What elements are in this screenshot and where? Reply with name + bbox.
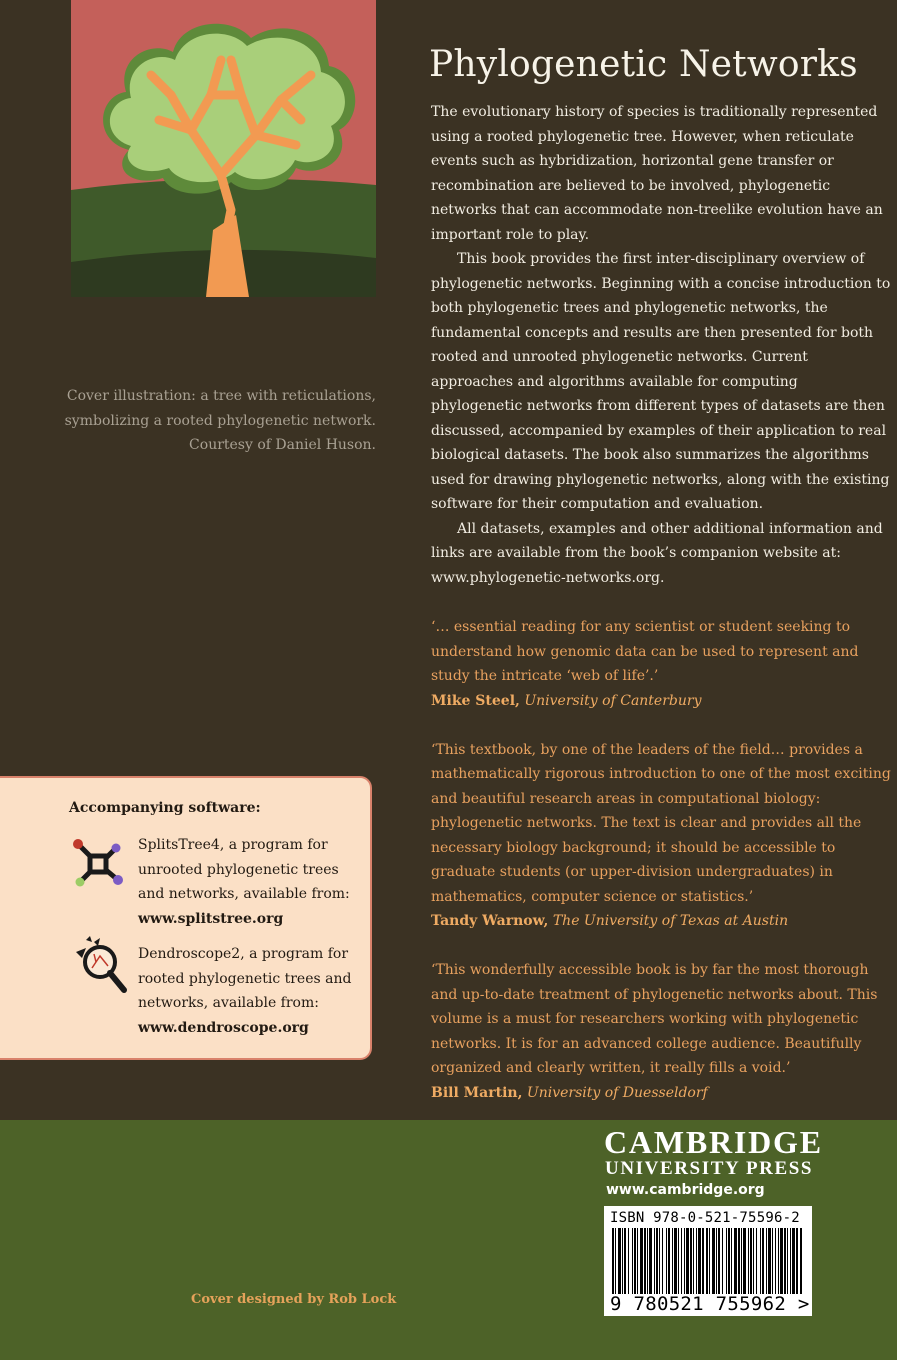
barcode-bar xyxy=(738,1228,740,1294)
barcode-bar xyxy=(750,1228,752,1294)
barcode-bar xyxy=(760,1228,761,1294)
quote-attribution xyxy=(431,1081,893,1106)
software-desc-line: rooted phylogenetic trees and xyxy=(138,970,352,987)
cover-illustration xyxy=(71,0,376,297)
barcode-bar xyxy=(787,1228,788,1294)
caption-line: Courtesy of Daniel Huson. xyxy=(189,437,376,453)
barcode-bar xyxy=(768,1228,771,1294)
barcode-bar xyxy=(800,1228,802,1294)
barcode-bar xyxy=(693,1228,694,1294)
barcode-bar xyxy=(684,1228,685,1294)
barcode-bar xyxy=(681,1228,682,1294)
software-item-dendroscope xyxy=(138,942,360,1040)
tree-illustration xyxy=(71,0,376,297)
barcode-bar xyxy=(654,1228,655,1294)
barcode-bar xyxy=(772,1228,773,1294)
dendroscope-icon xyxy=(72,936,130,996)
barcode-bar xyxy=(712,1228,715,1294)
cover-designer-credit: Cover designed by Rob Lock xyxy=(191,1292,397,1307)
software-desc-line: SplitsTree4, a program for xyxy=(138,837,328,853)
endorsements xyxy=(431,615,893,1130)
publisher-name: CAMBRIDGE xyxy=(604,1124,823,1160)
book-description xyxy=(431,100,893,590)
barcode-bar xyxy=(775,1228,776,1294)
caption-line: symbolizing a rooted phylogenetic network. xyxy=(64,412,376,429)
barcode-bars xyxy=(610,1228,806,1296)
software-desc-line: Dendroscope2, a program for xyxy=(138,946,349,962)
publisher-url[interactable]: www.cambridge.org xyxy=(606,1182,765,1198)
barcode-bar xyxy=(734,1228,737,1294)
quote-text: ‘This textbook, by one of the leaders of the field… provides a mathematically rigorous introduction to one of the most exciting and beautiful research areas in computational biology: phylogenetic networks. The text is clear and provides all the necessary biology background; it should be accessible to graduate students (or upper-division undergraduates) in mathematics, computer science or statistics.’ xyxy=(431,741,891,905)
barcode-bar xyxy=(766,1228,767,1294)
barcode-bar xyxy=(632,1228,633,1294)
barcode-bar xyxy=(618,1228,621,1294)
barcode-bar xyxy=(634,1228,636,1294)
barcode-bar xyxy=(743,1228,746,1294)
barcode-bar xyxy=(690,1228,692,1294)
barcode-bar xyxy=(674,1228,677,1294)
barcode-bar xyxy=(722,1228,723,1294)
publisher-logo xyxy=(604,1126,823,1198)
barcode-bar xyxy=(756,1228,757,1294)
barcode-bar xyxy=(726,1228,727,1294)
isbn-number: ISBN 978-0-521-75596-2 xyxy=(610,1210,800,1226)
barcode-bar xyxy=(640,1228,643,1294)
barcode-bar xyxy=(731,1228,732,1294)
quote-author: Mike Steel, xyxy=(431,692,520,709)
splitstree-link[interactable]: www.splitstree.org xyxy=(138,910,284,927)
barcode-bar xyxy=(628,1228,629,1294)
barcode-bar xyxy=(637,1228,638,1294)
barcode-bar xyxy=(649,1228,652,1294)
barcode-bar xyxy=(659,1228,660,1294)
barcode-bar xyxy=(741,1228,742,1294)
quote-text: ‘… essential reading for any scientist or student seeking to understand how genomic data can be used to represent and study the intricate ‘web of life’.’ xyxy=(431,619,859,684)
barcode-bar xyxy=(672,1228,673,1294)
barcode-bar xyxy=(678,1228,679,1294)
splitstree-icon xyxy=(70,836,128,892)
quote-attribution xyxy=(431,909,893,934)
dendroscope-link[interactable]: www.dendroscope.org xyxy=(138,1019,309,1036)
barcode-bar xyxy=(784,1228,786,1294)
barcode-bar xyxy=(702,1228,704,1294)
endorsement xyxy=(431,738,893,934)
barcode-bar xyxy=(662,1228,663,1294)
endorsement xyxy=(431,958,893,1105)
software-desc-line: and networks, available from: xyxy=(138,886,350,902)
software-desc-line: networks, available from: xyxy=(138,995,319,1011)
software-title: Accompanying software: xyxy=(69,800,261,816)
barcode-bar xyxy=(696,1228,697,1294)
description-paragraph: The evolutionary history of species is traditionally represented using a rooted phylogenetic tree. However, when reticulate events such as hybridization, horizontal gene transfer or recombination are believed to be involved, phylogenetic networks that can accommodate non-treelike evolution have an important role to play. xyxy=(431,104,883,243)
barcode-bar xyxy=(728,1228,730,1294)
barcode-bar xyxy=(778,1228,779,1294)
cover-caption xyxy=(60,384,376,458)
barcode-bar xyxy=(668,1228,670,1294)
caption-line: Cover illustration: a tree with reticulations, xyxy=(66,388,376,404)
barcode-bar xyxy=(647,1228,648,1294)
barcode-bar xyxy=(644,1228,646,1294)
barcode-bar xyxy=(753,1228,754,1294)
quote-text: ‘This wonderfully accessible book is by far the most thorough and up-to-date treatment of phylogenetic networks about. This volume is a must for researchers working with phylogenetic networks. It is for an advanced college audience. Beautifully organized and clearly written, it really fills a void.’ xyxy=(431,962,878,1076)
endorsement xyxy=(431,615,893,713)
barcode-bar xyxy=(698,1228,701,1294)
barcode-bar xyxy=(622,1228,623,1294)
barcode-bar xyxy=(792,1228,795,1294)
barcode-bar xyxy=(790,1228,791,1294)
barcode-bar xyxy=(716,1228,717,1294)
software-panel xyxy=(0,776,372,1060)
quote-affiliation: The University of Texas at Austin xyxy=(552,913,789,929)
description-paragraph: This book provides the first inter-disciplinary overview of phylogenetic networks. Beginning with a concise introduction to both phylogenetic trees and phylogenetic networks, the fundamental concepts and results are then presented for both rooted and unrooted phylogenetic networks. Current approaches and algorithms available for computing phylogenetic networks from different types of datasets are then discussed, accompanied by examples of their application to real biological datasets. The book also summarizes the algorithms used for drawing phylogenetic networks, along with the existing software for their computation and evaluation. xyxy=(431,251,891,512)
barcode-bar xyxy=(706,1228,708,1294)
barcode-bar xyxy=(709,1228,710,1294)
quote-author: Bill Martin, xyxy=(431,1084,523,1101)
quote-attribution xyxy=(431,689,893,714)
barcode-bar xyxy=(615,1228,616,1294)
book-title: Phylogenetic Networks xyxy=(429,44,858,85)
quote-affiliation: University of Duesseldorf xyxy=(526,1084,708,1101)
barcode-bar xyxy=(612,1228,614,1294)
barcode-bar xyxy=(796,1228,798,1294)
quote-author: Tandy Warnow, xyxy=(431,913,549,929)
barcode-bar xyxy=(666,1228,667,1294)
isbn-barcode xyxy=(604,1206,812,1316)
barcode-bar xyxy=(762,1228,764,1294)
barcode-bar xyxy=(718,1228,720,1294)
barcode-bar xyxy=(686,1228,689,1294)
software-item-splitstree xyxy=(138,833,360,931)
publisher-subtitle: UNIVERSITY PRESS xyxy=(605,1158,814,1179)
description-paragraph: All datasets, examples and other additional information and links are available from the book’s companion website at: www.phylogenetic-networks.org. xyxy=(431,520,883,586)
barcode-bar xyxy=(624,1228,626,1294)
barcode-bar xyxy=(780,1228,783,1294)
quote-affiliation: University of Canterbury xyxy=(524,692,702,709)
barcode-bar xyxy=(748,1228,749,1294)
barcode-digits: 9 780521 755962 > xyxy=(610,1293,810,1315)
barcode-bar xyxy=(656,1228,658,1294)
software-desc-line: unrooted phylogenetic trees xyxy=(138,861,339,878)
